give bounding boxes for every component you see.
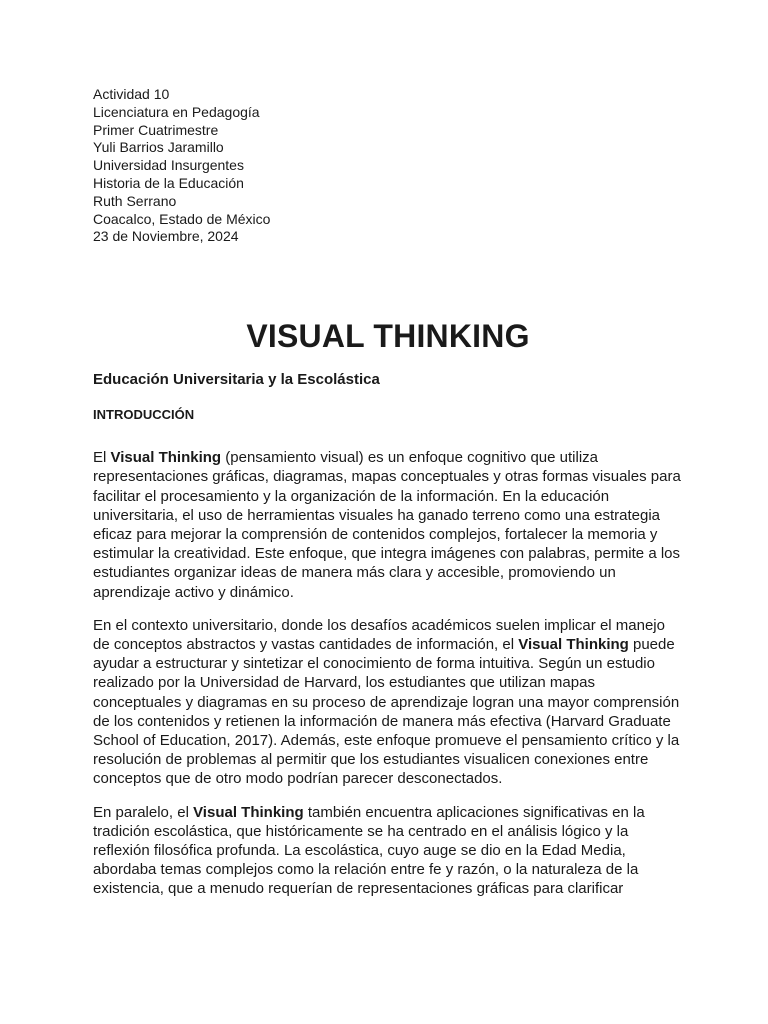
header-activity: Actividad 10: [93, 86, 170, 102]
paragraph-3-bold-term: Visual Thinking: [193, 803, 304, 821]
paragraph-1-text-1: (pensamiento visual) es un enfoque cognitivo que utiliza representaciones gráficas, diagramas, mapas conceptuales y otras formas visuales para facilitar el procesamiento y la organización de la información. En la educación universitaria, el uso de herramientas visuales ha ganado terreno como una estrategia eficaz para mejorar la comprensión de contenidos complejos, fortalecer la memoria y estimular la creatividad. Este enfoque, que integra imágenes con palabras, permite a los estudiantes organizar ideas de manera más clara y accesible, promoviendo un aprendizaje activo y dinámico.: [93, 449, 681, 601]
paragraph-3-text-1: también encuentra aplicaciones significativas en la tradición escolástica, que históricamente se ha centrado en el análisis lógico y la reflexión filosófica profunda. La escolástica, cuyo auge se dio en la Edad Media, abordaba temas complejos como la relación entre fe y razón, o la naturaleza de la existencia, que a menudo requerían de representaciones gráficas para clarificar: [93, 803, 645, 898]
paragraph-2-text-0: En el contexto universitario, donde los desafíos académicos suelen implicar el manejo de conceptos abstractos y vastas cantidades de información, el: [93, 616, 665, 653]
paragraph-2: [93, 616, 683, 789]
header-term: Primer Cuatrimestre: [93, 121, 219, 138]
paragraph-1: [93, 448, 683, 602]
paragraph-2-text-1: puede ayudar a estructurar y sintetizar el conocimiento de forma intuitiva. Según un estudio realizado por la Universidad de Harvard, los estudiantes que utilizan mapas conceptuales y diagramas en su proceso de aprendizaje logran una mayor comprensión de los contenidos y retienen la información de manera más efectiva (Harvard Graduate School of Education, 2017). Además, este enfoque promueve el pensamiento crítico y la resolución de problemas al permitir que los estudiantes visualicen conexiones entre conceptos que de otro modo podrían parecer desconectados.: [93, 636, 680, 788]
header-teacher: Ruth Serrano: [93, 192, 177, 209]
paragraph-2-bold-term: Visual Thinking: [518, 636, 629, 653]
document-title: VISUAL THINKING: [246, 318, 530, 355]
document-header: [93, 86, 683, 246]
header-degree: Licenciatura en Pedagogía: [93, 103, 260, 120]
paragraph-1-text-0: El: [93, 449, 111, 467]
paragraph-3-text-0: En paralelo, el: [93, 803, 194, 821]
header-date: 23 de Noviembre, 2024: [93, 228, 239, 245]
header-location: Coacalco, Estado de México: [93, 210, 271, 227]
header-university: Universidad Insurgentes: [93, 157, 244, 174]
document-subtitle: Educación Universitaria y la Escolástica: [93, 371, 380, 389]
paragraph-3: [93, 803, 683, 899]
paragraph-1-bold-term: Visual Thinking: [110, 449, 222, 467]
section-heading-introduction: INTRODUCCIÓN: [93, 407, 195, 423]
header-student: Yuli Barrios Jaramillo: [93, 139, 224, 156]
header-course: Historia de la Educación: [93, 174, 244, 191]
document-page: [93, 86, 683, 899]
